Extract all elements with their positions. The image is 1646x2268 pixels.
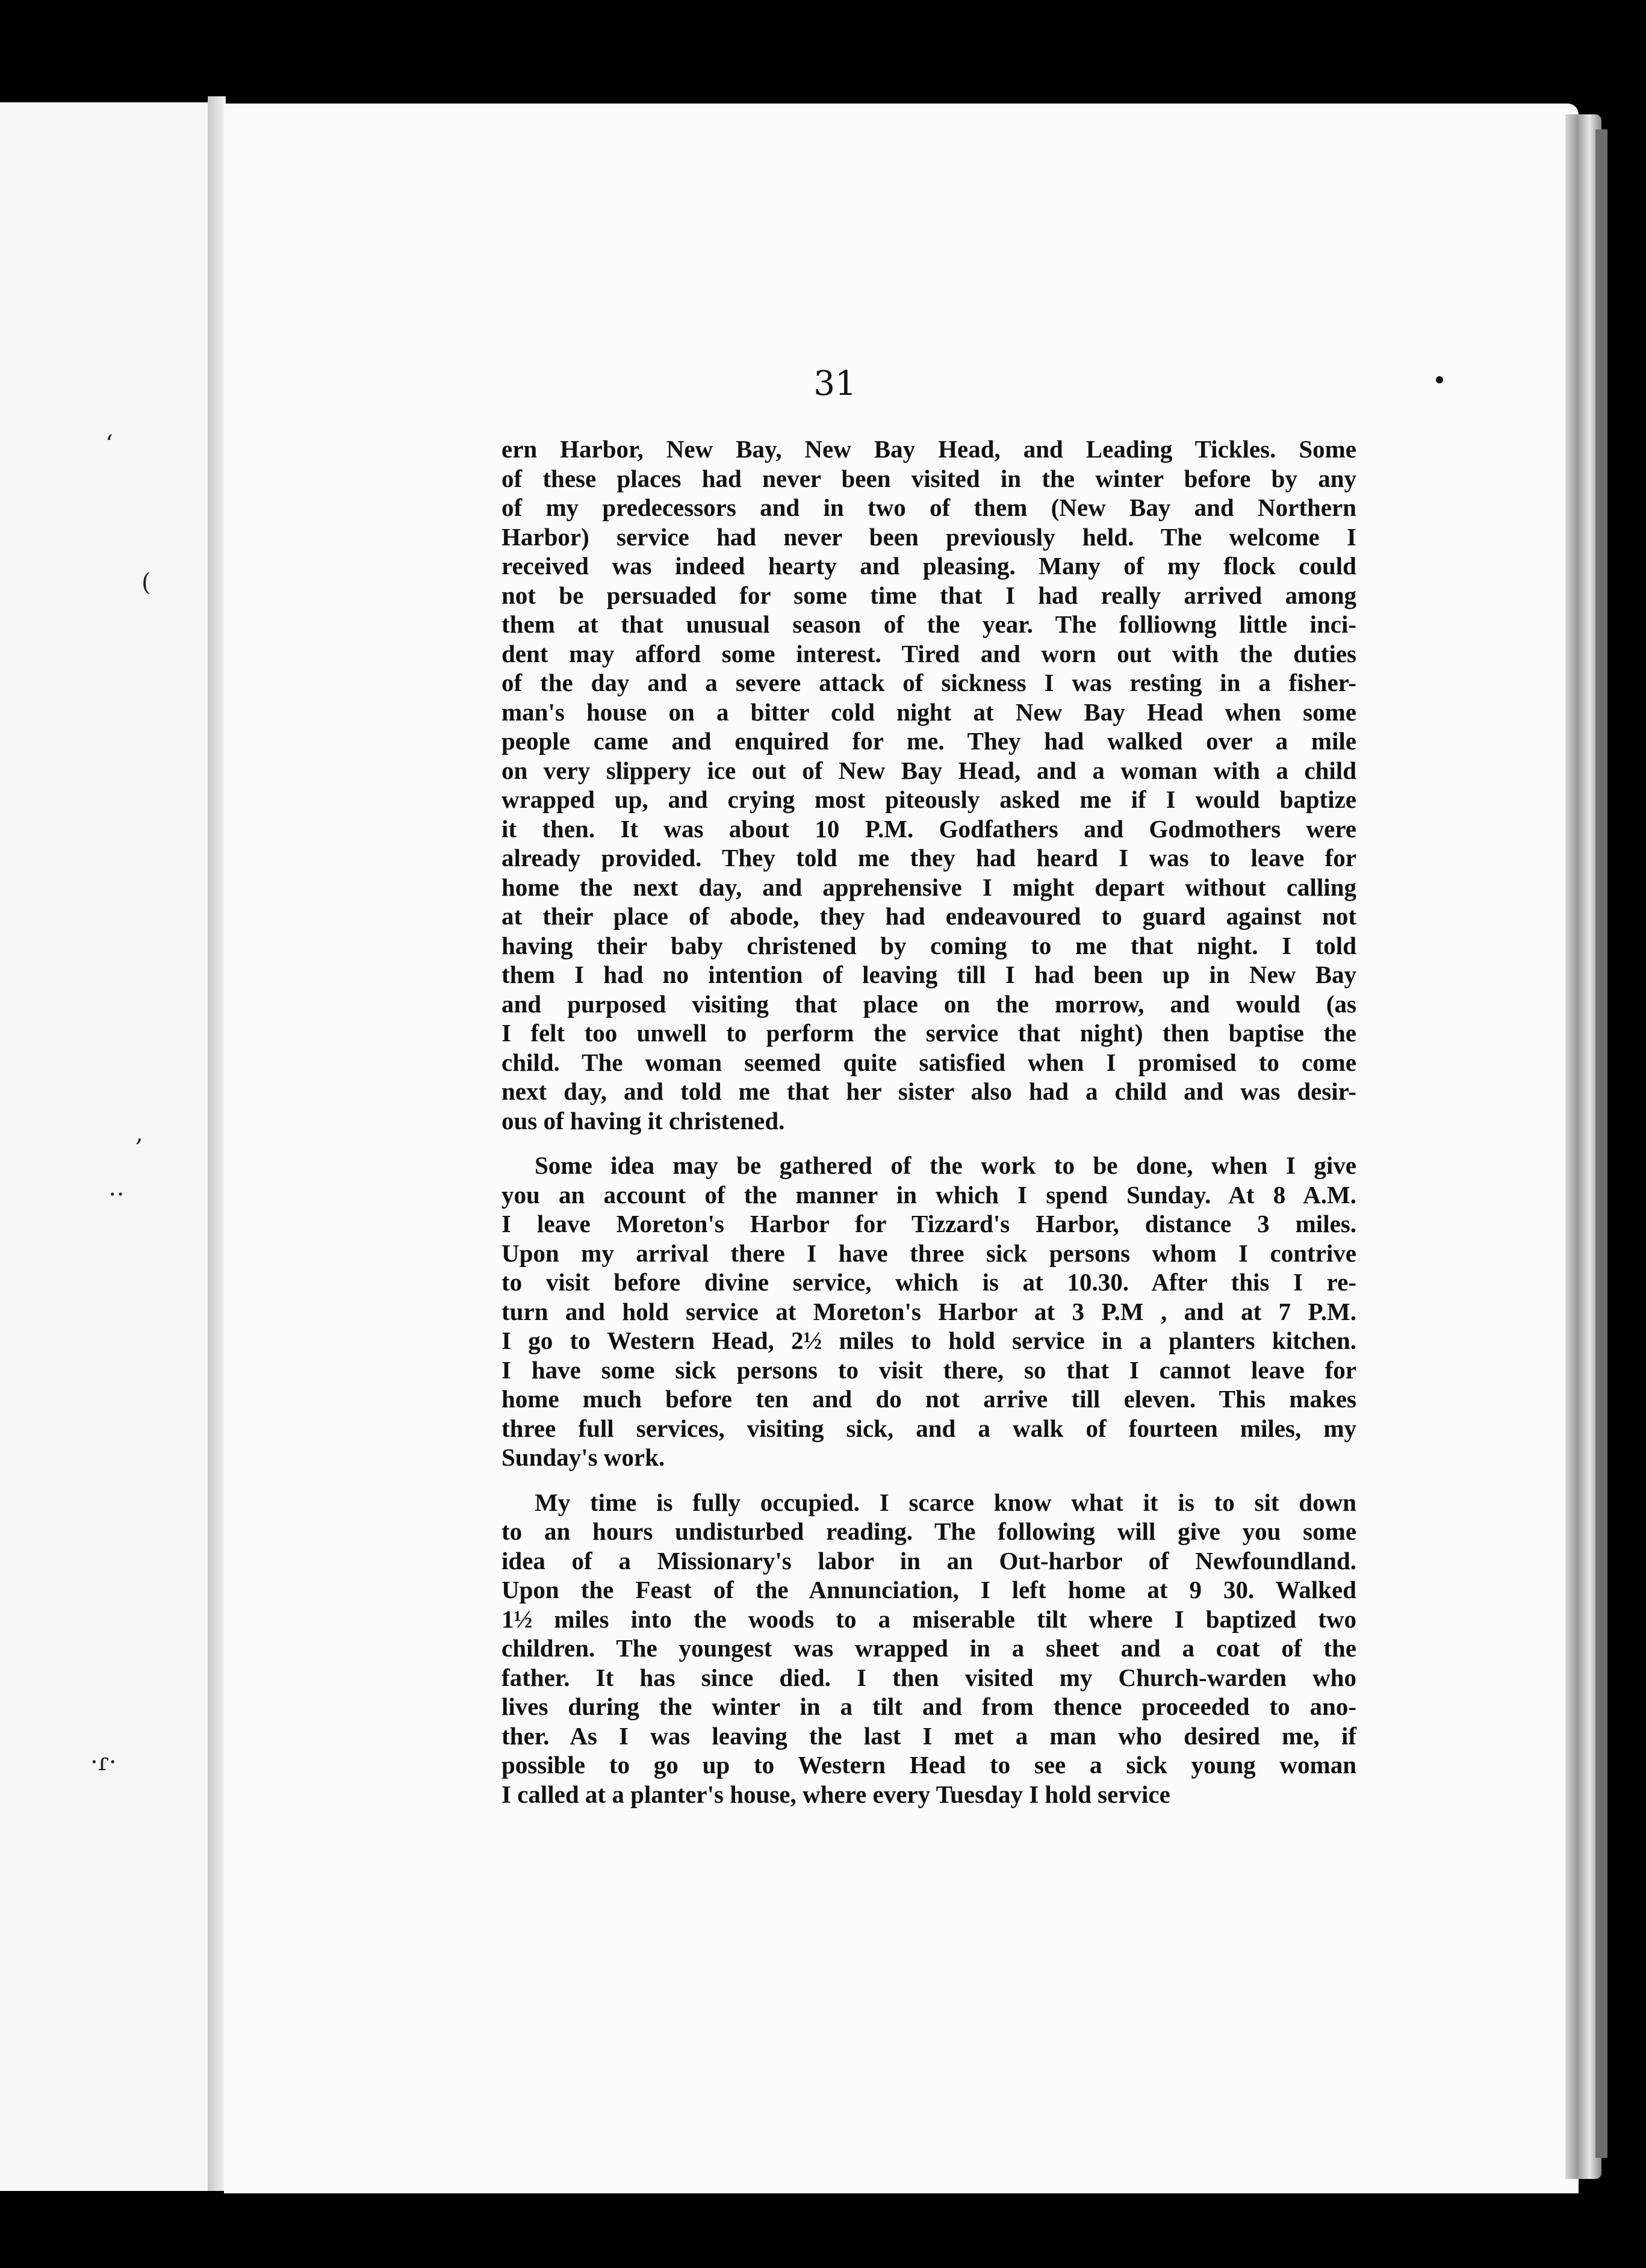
paragraph	[502, 435, 1356, 1135]
text-line: Sunday's work.	[502, 1443, 665, 1471]
text-line: people came and enquired for me. They had walked over a mile	[502, 727, 1356, 755]
text-line: to visit before divine service, which is at 10.30. After this I re-	[502, 1268, 1356, 1296]
text-line: I leave Moreton's Harbor for Tizzard's Harbor, distance 3 miles.	[502, 1210, 1356, 1238]
text-line: wrapped up, and crying most piteously asked me if I would baptize	[502, 785, 1356, 813]
text-line: Upon the Feast of the Annunciation, I left home at 9 30. Walked	[502, 1576, 1356, 1603]
text-line: having their baby christened by coming to me that night. I told	[502, 931, 1356, 959]
text-line: Some idea may be gathered of the work to be done, when I give	[535, 1151, 1356, 1179]
text-line: father. It has since died. I then visited my Church-warden who	[502, 1663, 1356, 1691]
text-line: I felt too unwell to perform the service that night) then baptise the	[502, 1019, 1356, 1047]
page-edge-dark	[1595, 129, 1607, 2158]
text-line: I called at a planter's house, where every Tuesday I hold service	[502, 1780, 1170, 1808]
text-line: home the next day, and apprehensive I might depart without calling	[502, 873, 1356, 901]
margin-mark: ·ɾ·	[90, 1749, 117, 1776]
text-line: ous of having it christened.	[502, 1106, 785, 1135]
text-line: My time is fully occupied. I scarce know what it is to sit down	[535, 1488, 1356, 1516]
margin-mark: (	[141, 569, 151, 596]
page-gutter-shadow	[208, 96, 226, 2191]
page-number: 31	[813, 364, 857, 403]
text-line: you an account of the manner in which I spend Sunday. At 8 A.M.	[502, 1180, 1356, 1209]
margin-mark: ‥	[108, 1174, 125, 1201]
text-line: them I had no intention of leaving till I had been up in New Bay	[502, 961, 1356, 988]
text-line: of these places had never been visited in the winter before by any	[502, 464, 1356, 492]
text-line: three full services, visiting sick, and a walk of fourteen miles, my	[502, 1414, 1356, 1442]
text-line: home much before ten and do not arrive till eleven. This makes	[502, 1385, 1356, 1413]
previous-page	[0, 102, 208, 2191]
text-line: not be persuaded for some time that I had really arrived among	[502, 581, 1356, 609]
text-line: them at that unusual season of the year. The folliowng little inci-	[502, 610, 1356, 638]
text-line: at their place of abode, they had endeavoured to guard against not	[502, 902, 1356, 930]
text-line: lives during the winter in a tilt and from thence proceeded to ano-	[502, 1693, 1356, 1720]
body-text	[502, 435, 1356, 1809]
text-line: dent may afford some interest. Tired and worn out with the duties	[502, 639, 1356, 668]
text-line: children. The youngest was wrapped in a sheet and a coat of the	[502, 1634, 1356, 1662]
margin-mark: ʻ	[105, 430, 113, 458]
text-line: child. The woman seemed quite satisfied when I promised to come	[502, 1048, 1356, 1076]
paragraph	[502, 1488, 1356, 1809]
text-line: received was indeed hearty and pleasing. Many of my flock could	[502, 552, 1356, 580]
text-line: Upon my arrival there I have three sick persons whom I contrive	[502, 1239, 1356, 1267]
text-line: to an hours undisturbed reading. The following will give you some	[502, 1517, 1356, 1545]
text-line: on very slippery ice out of New Bay Head, and a woman with a child	[502, 756, 1356, 784]
text-line: I have some sick persons to visit there, so that I cannot leave for	[502, 1356, 1356, 1384]
text-line: already provided. They told me they had heard I was to leave for	[502, 844, 1356, 872]
text-line: man's house on a bitter cold night at New Bay Head when some	[502, 698, 1356, 726]
text-line: and purposed visiting that place on the morrow, and would (as	[502, 990, 1356, 1018]
text-line: idea of a Missionary's labor in an Out-harbor of Newfoundland.	[502, 1546, 1356, 1575]
text-line: of my predecessors and in two of them (New Bay and Northern	[502, 494, 1356, 521]
text-line: possible to go up to Western Head to see a sick young woman	[502, 1751, 1356, 1779]
text-line: of the day and a severe attack of sickness I was resting in a fisher-	[502, 669, 1356, 696]
text-line: turn and hold service at Moreton's Harbor at 3 P.M , and at 7 P.M.	[502, 1297, 1356, 1325]
text-line: I go to Western Head, 2½ miles to hold service in a planters kitchen.	[502, 1327, 1356, 1354]
text-line: next day, and told me that her sister also had a child and was desir-	[502, 1077, 1356, 1105]
text-line: 1½ miles into the woods to a miserable tilt where I baptized two	[502, 1605, 1356, 1633]
text-line: ther. As I was leaving the last I met a man who desired me, if	[502, 1721, 1356, 1750]
ink-dot	[1436, 376, 1443, 383]
paragraph	[502, 1151, 1356, 1472]
text-line: ern Harbor, New Bay, New Bay Head, and Leading Tickles. Some	[502, 435, 1356, 463]
margin-mark: ,	[135, 1120, 143, 1147]
text-line: it then. It was about 10 P.M. Godfathers and Godmothers were	[502, 814, 1356, 843]
text-line: Harbor) service had never been previously held. The welcome I	[502, 522, 1356, 551]
